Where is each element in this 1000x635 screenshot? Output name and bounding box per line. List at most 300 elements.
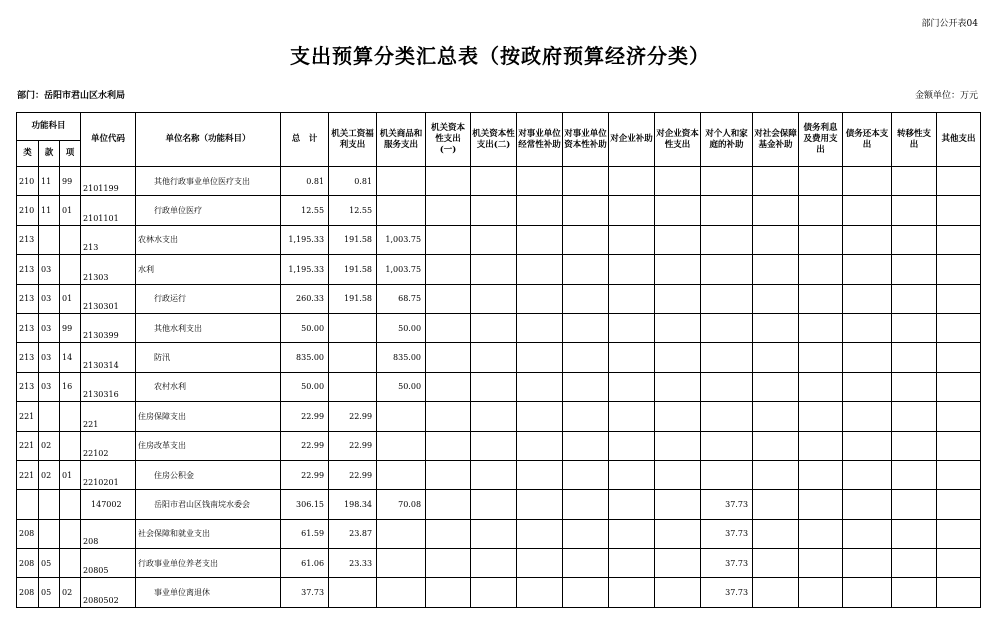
cell-col10 — [753, 343, 799, 372]
cell-col14 — [937, 313, 981, 342]
header-name: 单位名称（功能科目） — [136, 113, 281, 167]
cell-col5 — [517, 313, 563, 342]
cell-col7 — [609, 372, 655, 401]
cell-col10 — [753, 402, 799, 431]
cell-name: 行政单位医疗 — [136, 196, 281, 225]
header-col10: 对社会保障基金补助 — [753, 113, 799, 167]
cell-col5 — [517, 255, 563, 284]
cell-col8 — [655, 313, 701, 342]
cell-col11 — [799, 167, 843, 196]
cell-col10 — [753, 460, 799, 489]
cell-col9 — [701, 225, 753, 254]
cell-col10 — [753, 490, 799, 519]
cell-col10 — [753, 519, 799, 548]
table-row — [17, 402, 981, 431]
cell-col4 — [471, 431, 517, 460]
cell-col1 — [329, 343, 377, 372]
cell-col9 — [701, 402, 753, 431]
table-row — [17, 578, 981, 607]
cell-name: 岳阳市君山区钱南垸水委会 — [136, 490, 281, 519]
cell-col3 — [426, 284, 471, 313]
cell-lei: 221 — [17, 431, 39, 460]
cell-col6 — [563, 372, 609, 401]
table-row — [17, 255, 981, 284]
table-row — [17, 196, 981, 225]
cell-col14 — [937, 372, 981, 401]
cell-col10 — [753, 167, 799, 196]
cell-xiang — [60, 402, 81, 431]
cell-lei: 213 — [17, 343, 39, 372]
cell-col1: 191.58 — [329, 284, 377, 313]
cell-kuan: 02 — [39, 460, 60, 489]
cell-col13 — [892, 284, 937, 313]
cell-col1 — [329, 578, 377, 607]
cell-col5 — [517, 343, 563, 372]
cell-code: 221 — [81, 402, 136, 431]
cell-col3 — [426, 578, 471, 607]
cell-col8 — [655, 460, 701, 489]
cell-total: 22.99 — [281, 431, 329, 460]
cell-col7 — [609, 578, 655, 607]
cell-name: 农林水支出 — [136, 225, 281, 254]
cell-col6 — [563, 402, 609, 431]
cell-col1: 191.58 — [329, 225, 377, 254]
cell-col7 — [609, 255, 655, 284]
cell-col4 — [471, 402, 517, 431]
cell-col13 — [892, 578, 937, 607]
cell-lei: 221 — [17, 460, 39, 489]
cell-col8 — [655, 490, 701, 519]
cell-col9 — [701, 196, 753, 225]
cell-xiang — [60, 549, 81, 578]
cell-kuan: 05 — [39, 578, 60, 607]
cell-name: 防汛 — [136, 343, 281, 372]
cell-col11 — [799, 402, 843, 431]
cell-col6 — [563, 460, 609, 489]
cell-total: 835.00 — [281, 343, 329, 372]
cell-col4 — [471, 519, 517, 548]
cell-col7 — [609, 402, 655, 431]
cell-col10 — [753, 431, 799, 460]
cell-name: 行政运行 — [136, 284, 281, 313]
cell-col1: 22.99 — [329, 402, 377, 431]
table-row — [17, 519, 981, 548]
cell-name: 行政事业单位养老支出 — [136, 549, 281, 578]
cell-total: 22.99 — [281, 460, 329, 489]
cell-col5 — [517, 402, 563, 431]
cell-col5 — [517, 460, 563, 489]
cell-total: 1,195.33 — [281, 255, 329, 284]
cell-col4 — [471, 284, 517, 313]
cell-col7 — [609, 343, 655, 372]
header-col11: 债务利息及费用支出 — [799, 113, 843, 167]
cell-col11 — [799, 196, 843, 225]
cell-col8 — [655, 549, 701, 578]
cell-col12 — [843, 313, 892, 342]
cell-total: 1,195.33 — [281, 225, 329, 254]
table-row — [17, 284, 981, 313]
cell-col2: 1,003.75 — [377, 255, 426, 284]
cell-name: 水利 — [136, 255, 281, 284]
header-total: 总 计 — [281, 113, 329, 167]
cell-col3 — [426, 372, 471, 401]
cell-col8 — [655, 519, 701, 548]
cell-code: 2130316 — [81, 372, 136, 401]
cell-total: 61.06 — [281, 549, 329, 578]
header-col3: 机关资本性支出(一) — [426, 113, 471, 167]
header-lei: 类 — [17, 141, 39, 167]
cell-code: 2130301 — [81, 284, 136, 313]
table-row — [17, 225, 981, 254]
cell-col9 — [701, 431, 753, 460]
cell-col12 — [843, 460, 892, 489]
cell-col5 — [517, 431, 563, 460]
cell-code: 22102 — [81, 431, 136, 460]
cell-col8 — [655, 343, 701, 372]
cell-col4 — [471, 343, 517, 372]
cell-col14 — [937, 225, 981, 254]
cell-xiang: 99 — [60, 313, 81, 342]
cell-col8 — [655, 225, 701, 254]
cell-col9: 37.73 — [701, 490, 753, 519]
cell-code: 2130314 — [81, 343, 136, 372]
cell-col4 — [471, 313, 517, 342]
table-body — [17, 167, 981, 608]
cell-col12 — [843, 490, 892, 519]
header-col2: 机关商品和服务支出 — [377, 113, 426, 167]
header-col4: 机关资本性支出(二) — [471, 113, 517, 167]
cell-name: 其他水利支出 — [136, 313, 281, 342]
unit-label: 金额单位：万元 — [914, 91, 978, 101]
cell-col13 — [892, 255, 937, 284]
cell-col2: 1,003.75 — [377, 225, 426, 254]
cell-kuan: 03 — [39, 372, 60, 401]
cell-col14 — [937, 519, 981, 548]
cell-xiang — [60, 225, 81, 254]
cell-col12 — [843, 578, 892, 607]
table-row — [17, 460, 981, 489]
cell-xiang — [60, 490, 81, 519]
cell-col7 — [609, 196, 655, 225]
cell-col14 — [937, 402, 981, 431]
cell-col5 — [517, 284, 563, 313]
cell-col5 — [517, 196, 563, 225]
cell-col6 — [563, 519, 609, 548]
cell-col8 — [655, 167, 701, 196]
cell-col13 — [892, 167, 937, 196]
cell-code: 2101101 — [81, 196, 136, 225]
cell-col7 — [609, 225, 655, 254]
cell-name: 住房保障支出 — [136, 402, 281, 431]
cell-name: 事业单位离退休 — [136, 578, 281, 607]
cell-col11 — [799, 431, 843, 460]
cell-total: 50.00 — [281, 372, 329, 401]
header-col1: 机关工资福利支出 — [329, 113, 377, 167]
cell-col7 — [609, 313, 655, 342]
header-col7: 对企业补助 — [609, 113, 655, 167]
cell-col9: 37.73 — [701, 519, 753, 548]
cell-xiang: 01 — [60, 196, 81, 225]
cell-code: 2210201 — [81, 460, 136, 489]
cell-col8 — [655, 402, 701, 431]
cell-kuan: 03 — [39, 343, 60, 372]
cell-kuan: 11 — [39, 196, 60, 225]
header-col6: 对事业单位资本性补助 — [563, 113, 609, 167]
cell-col3 — [426, 313, 471, 342]
cell-col7 — [609, 549, 655, 578]
cell-kuan: 03 — [39, 313, 60, 342]
cell-col2 — [377, 549, 426, 578]
cell-col13 — [892, 519, 937, 548]
header-code: 单位代码 — [81, 113, 136, 167]
cell-col2 — [377, 402, 426, 431]
cell-col11 — [799, 343, 843, 372]
cell-col4 — [471, 225, 517, 254]
cell-col7 — [609, 460, 655, 489]
cell-col1: 23.87 — [329, 519, 377, 548]
cell-name: 住房改革支出 — [136, 431, 281, 460]
cell-col11 — [799, 313, 843, 342]
cell-lei: 213 — [17, 372, 39, 401]
cell-col8 — [655, 255, 701, 284]
cell-xiang: 14 — [60, 343, 81, 372]
cell-total: 37.73 — [281, 578, 329, 607]
cell-col3 — [426, 519, 471, 548]
cell-xiang — [60, 431, 81, 460]
cell-xiang: 02 — [60, 578, 81, 607]
cell-col11 — [799, 255, 843, 284]
cell-col5 — [517, 372, 563, 401]
cell-col4 — [471, 490, 517, 519]
cell-col10 — [753, 225, 799, 254]
cell-col9 — [701, 313, 753, 342]
cell-code: 208 — [81, 519, 136, 548]
cell-col1 — [329, 372, 377, 401]
cell-col6 — [563, 167, 609, 196]
cell-xiang — [60, 519, 81, 548]
cell-col10 — [753, 255, 799, 284]
cell-col5 — [517, 519, 563, 548]
cell-col6 — [563, 255, 609, 284]
cell-col6 — [563, 196, 609, 225]
cell-total: 260.33 — [281, 284, 329, 313]
cell-col4 — [471, 167, 517, 196]
cell-col2: 68.75 — [377, 284, 426, 313]
cell-name: 其他行政事业单位医疗支出 — [136, 167, 281, 196]
cell-col6 — [563, 313, 609, 342]
cell-col12 — [843, 196, 892, 225]
cell-lei: 213 — [17, 255, 39, 284]
cell-kuan — [39, 225, 60, 254]
cell-kuan: 02 — [39, 431, 60, 460]
table-number-label: 部门公开表04 — [921, 19, 978, 29]
cell-col11 — [799, 519, 843, 548]
cell-col8 — [655, 578, 701, 607]
cell-kuan: 03 — [39, 255, 60, 284]
cell-col4 — [471, 255, 517, 284]
cell-col10 — [753, 372, 799, 401]
header-col13: 转移性支出 — [892, 113, 937, 167]
cell-col14 — [937, 343, 981, 372]
cell-col5 — [517, 578, 563, 607]
cell-lei: 208 — [17, 549, 39, 578]
cell-lei: 213 — [17, 225, 39, 254]
cell-col14 — [937, 460, 981, 489]
cell-col8 — [655, 196, 701, 225]
cell-kuan — [39, 402, 60, 431]
cell-col12 — [843, 431, 892, 460]
cell-col8 — [655, 431, 701, 460]
table-header — [17, 113, 981, 167]
cell-col14 — [937, 196, 981, 225]
cell-col2 — [377, 431, 426, 460]
cell-col10 — [753, 284, 799, 313]
cell-col1: 23.33 — [329, 549, 377, 578]
cell-xiang: 16 — [60, 372, 81, 401]
cell-col10 — [753, 313, 799, 342]
cell-col13 — [892, 196, 937, 225]
cell-col2 — [377, 519, 426, 548]
cell-col12 — [843, 225, 892, 254]
cell-col14 — [937, 549, 981, 578]
cell-col6 — [563, 225, 609, 254]
cell-col3 — [426, 343, 471, 372]
budget-table — [16, 112, 981, 608]
cell-col2: 835.00 — [377, 343, 426, 372]
cell-col3 — [426, 549, 471, 578]
cell-col11 — [799, 460, 843, 489]
cell-col5 — [517, 167, 563, 196]
cell-code: 20805 — [81, 549, 136, 578]
cell-lei: 208 — [17, 519, 39, 548]
header-col14: 其他支出 — [937, 113, 981, 167]
cell-col11 — [799, 490, 843, 519]
cell-code: 213 — [81, 225, 136, 254]
cell-lei — [17, 490, 39, 519]
cell-col9 — [701, 460, 753, 489]
cell-col12 — [843, 284, 892, 313]
cell-total: 306.15 — [281, 490, 329, 519]
header-col9: 对个人和家庭的补助 — [701, 113, 753, 167]
cell-kuan: 11 — [39, 167, 60, 196]
cell-col7 — [609, 284, 655, 313]
cell-col14 — [937, 431, 981, 460]
cell-col1: 22.99 — [329, 460, 377, 489]
cell-col11 — [799, 372, 843, 401]
cell-col9 — [701, 343, 753, 372]
cell-col9 — [701, 372, 753, 401]
table-row — [17, 372, 981, 401]
cell-col13 — [892, 549, 937, 578]
header-col5: 对事业单位经常性补助 — [517, 113, 563, 167]
table-row — [17, 490, 981, 519]
cell-name: 住房公积金 — [136, 460, 281, 489]
cell-xiang: 99 — [60, 167, 81, 196]
page-title: 支出预算分类汇总表（按政府预算经济分类） — [290, 44, 710, 68]
cell-col12 — [843, 167, 892, 196]
cell-col11 — [799, 549, 843, 578]
cell-col6 — [563, 578, 609, 607]
cell-col6 — [563, 343, 609, 372]
cell-col13 — [892, 490, 937, 519]
table-row — [17, 167, 981, 196]
department-label: 部门：岳阳市君山区水利局 — [17, 91, 126, 101]
header-col8: 对企业资本性支出 — [655, 113, 701, 167]
cell-total: 0.81 — [281, 167, 329, 196]
cell-col4 — [471, 196, 517, 225]
cell-lei: 210 — [17, 196, 39, 225]
cell-col3 — [426, 255, 471, 284]
cell-kuan — [39, 490, 60, 519]
cell-col13 — [892, 431, 937, 460]
cell-col9: 37.73 — [701, 578, 753, 607]
cell-col7 — [609, 431, 655, 460]
cell-code: 147002 — [81, 490, 136, 519]
cell-col14 — [937, 578, 981, 607]
cell-col12 — [843, 549, 892, 578]
cell-col6 — [563, 549, 609, 578]
cell-col13 — [892, 460, 937, 489]
cell-code: 2101199 — [81, 167, 136, 196]
cell-col4 — [471, 460, 517, 489]
cell-col10 — [753, 196, 799, 225]
cell-xiang: 01 — [60, 460, 81, 489]
header-xiang: 项 — [60, 141, 81, 167]
cell-col3 — [426, 431, 471, 460]
cell-col7 — [609, 519, 655, 548]
cell-total: 61.59 — [281, 519, 329, 548]
table-row — [17, 313, 981, 342]
cell-col3 — [426, 225, 471, 254]
cell-lei: 213 — [17, 284, 39, 313]
table-row — [17, 549, 981, 578]
cell-col12 — [843, 343, 892, 372]
cell-col10 — [753, 549, 799, 578]
cell-code: 21303 — [81, 255, 136, 284]
cell-col2 — [377, 167, 426, 196]
cell-col9: 37.73 — [701, 549, 753, 578]
cell-kuan — [39, 519, 60, 548]
cell-total: 22.99 — [281, 402, 329, 431]
cell-total: 50.00 — [281, 313, 329, 342]
cell-col3 — [426, 460, 471, 489]
header-col12: 债务还本支出 — [843, 113, 892, 167]
cell-col12 — [843, 402, 892, 431]
cell-col7 — [609, 167, 655, 196]
table-row — [17, 431, 981, 460]
header-kuan: 款 — [39, 141, 60, 167]
cell-col14 — [937, 284, 981, 313]
cell-col7 — [609, 490, 655, 519]
cell-lei: 213 — [17, 313, 39, 342]
cell-col13 — [892, 372, 937, 401]
cell-col3 — [426, 167, 471, 196]
cell-xiang — [60, 255, 81, 284]
cell-col12 — [843, 255, 892, 284]
cell-lei: 221 — [17, 402, 39, 431]
cell-col3 — [426, 490, 471, 519]
cell-col1 — [329, 313, 377, 342]
cell-col14 — [937, 490, 981, 519]
cell-lei: 208 — [17, 578, 39, 607]
table-row — [17, 343, 981, 372]
cell-col9 — [701, 255, 753, 284]
cell-col13 — [892, 343, 937, 372]
cell-col1: 0.81 — [329, 167, 377, 196]
cell-col4 — [471, 549, 517, 578]
cell-col1: 22.99 — [329, 431, 377, 460]
cell-name: 农村水利 — [136, 372, 281, 401]
